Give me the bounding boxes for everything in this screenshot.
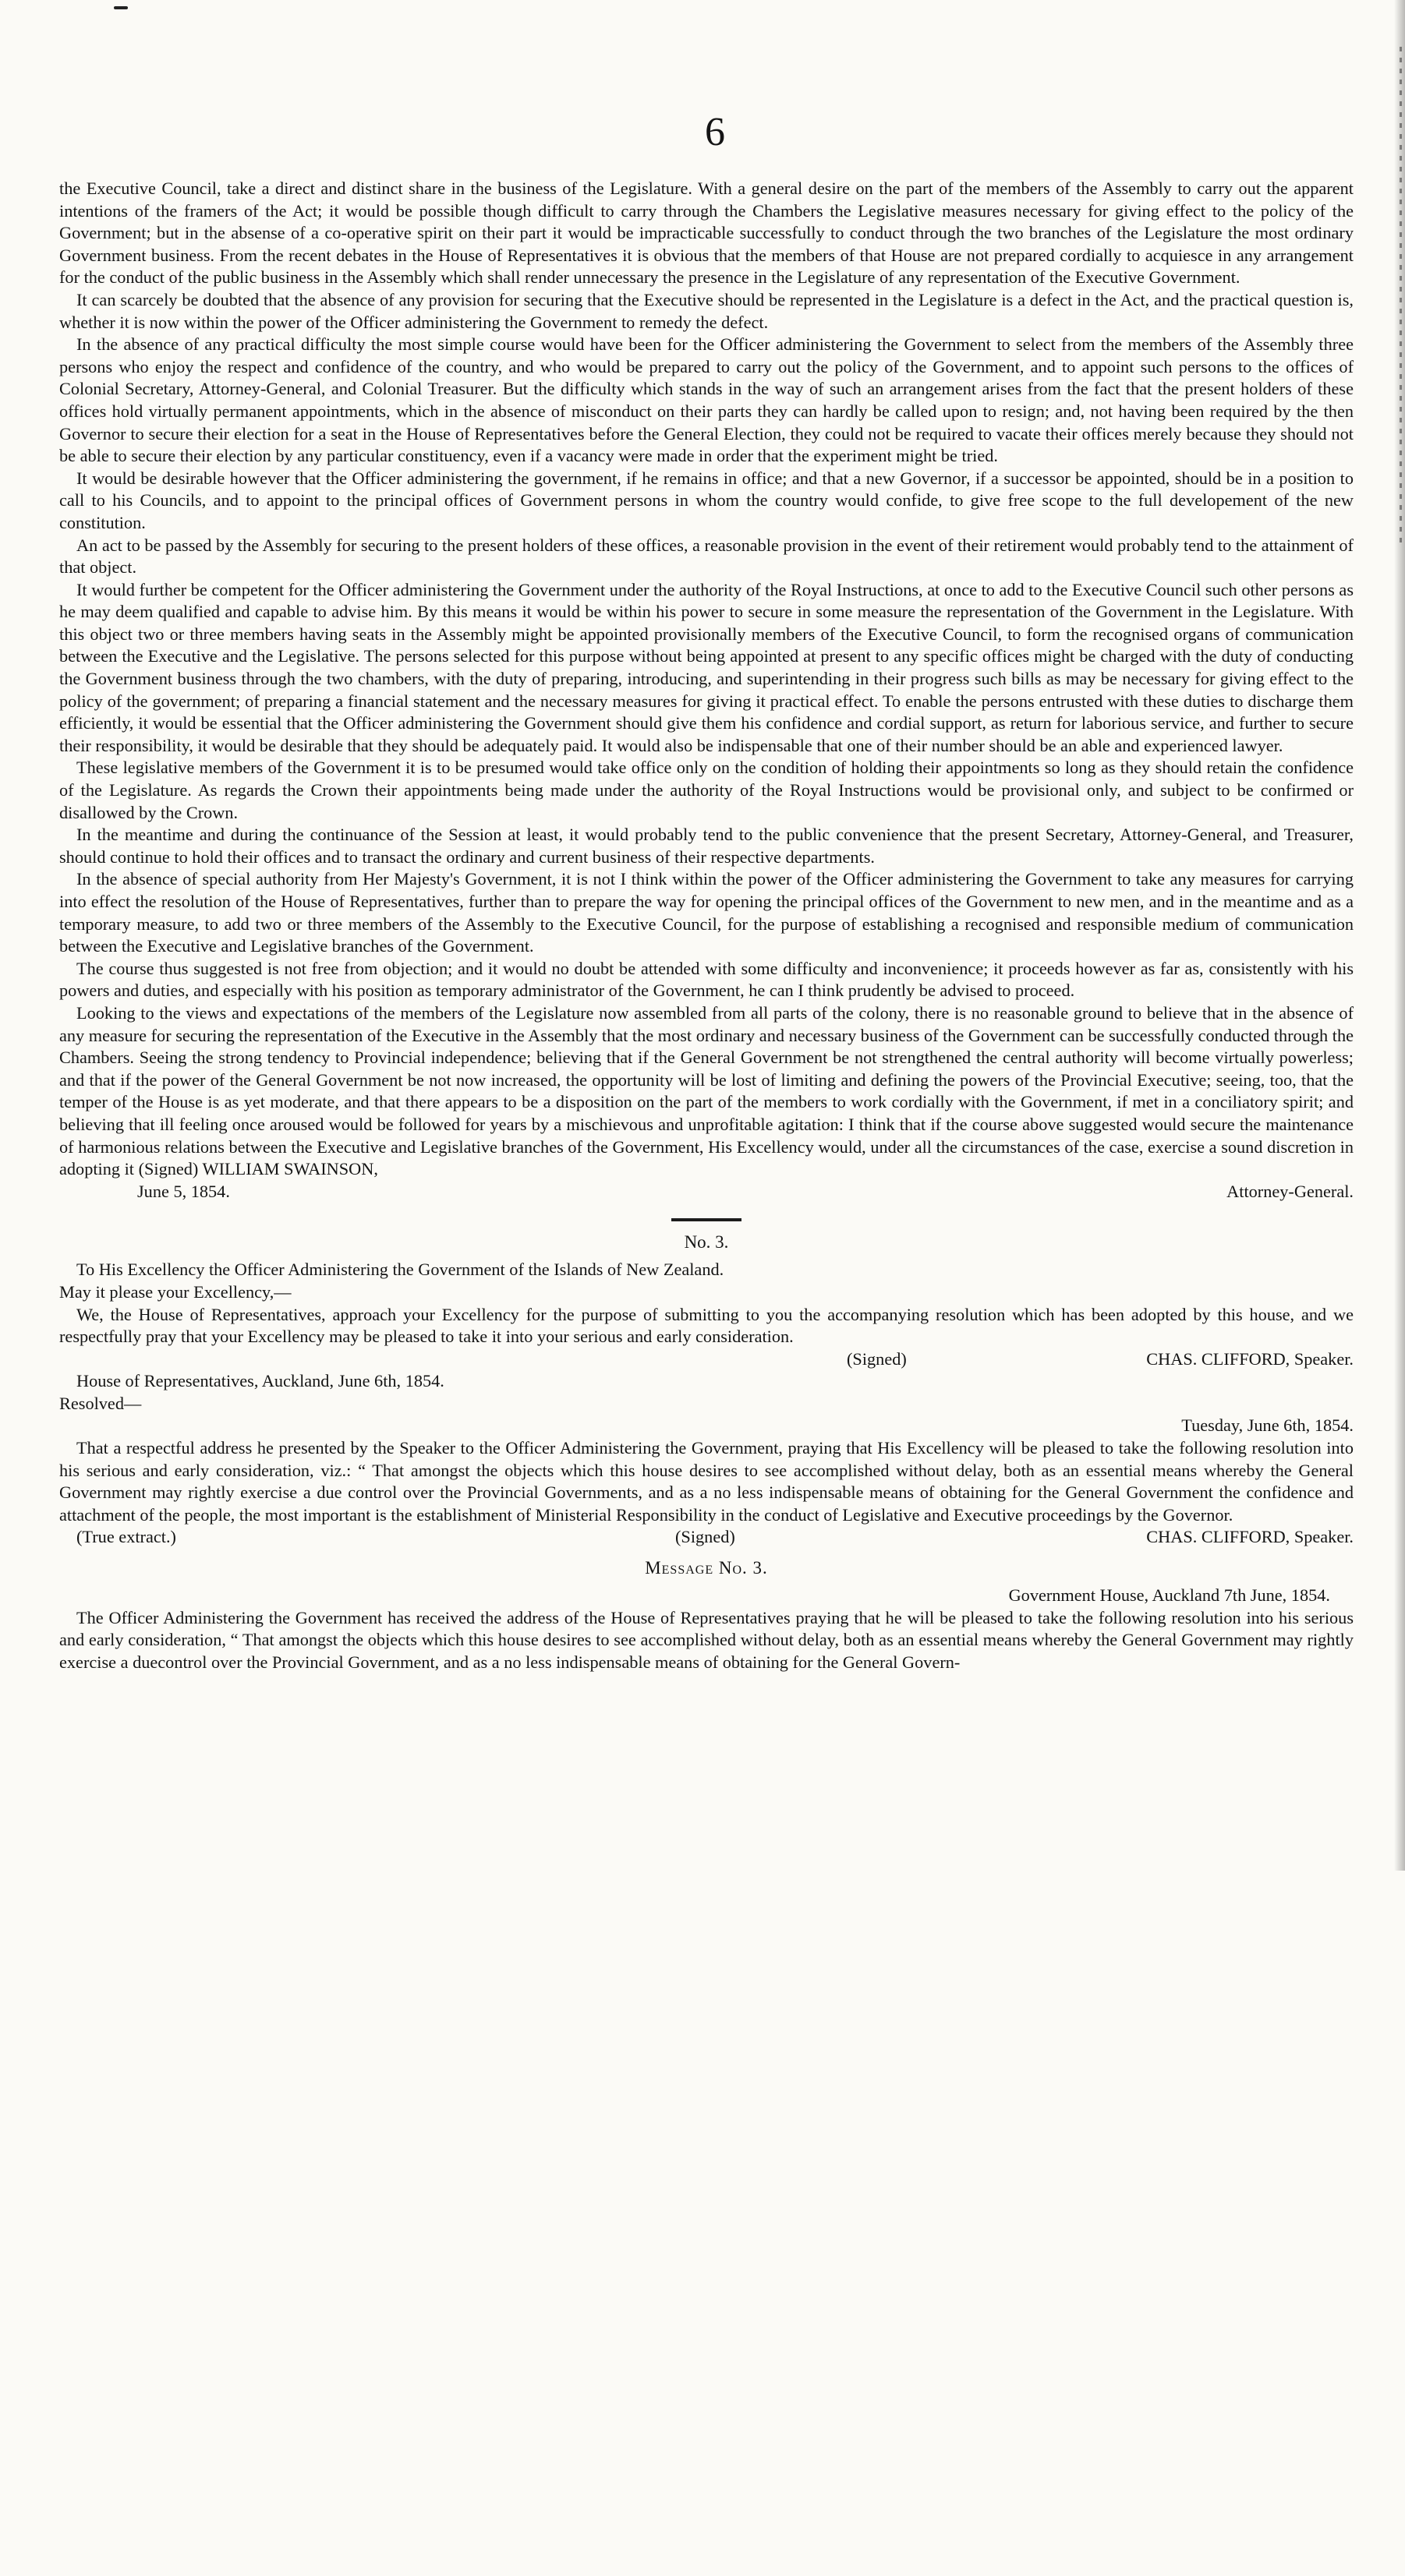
section-divider	[671, 1218, 741, 1221]
no3-speaker2: CHAS. CLIFFORD, Speaker.	[1146, 1527, 1354, 1547]
no3-resolved: Resolved—	[59, 1393, 142, 1413]
memo-date: June 5, 1854.	[137, 1181, 230, 1201]
no3-resolved-row	[59, 1393, 1354, 1415]
paragraph: It can scarcely be doubted that the absence of any provision for securing that the Executive should be represented in the Legislature is a defect in the Act, and the practical question is, whether it is now within the power of the Officer administering the Government to remedy the defect.	[59, 289, 1354, 332]
paragraph: It would be desirable however that the Officer administering the government, if he remains in office; and that a new Governor, if a successor be appointed, should be in a position to call to his Councils, and to appoint to the principal offices of Government persons in whom the country would confide, to give free scope to the full developement of the new constitution.	[59, 468, 1354, 532]
paragraph: An act to be passed by the Assembly for securing to the present holders of these offices, a reasonable provision in the event of their retirement would probably tend to the attainment of that object.	[59, 535, 1354, 578]
no3-body: We, the House of Representatives, approach your Excellency for the purpose of submitting to you the accompanying resolution which has been adopted by this house, and we respectfully pray that your Excellency may be pleased to take it into your serious and early consideration.	[59, 1304, 1354, 1347]
no3-heading: No. 3.	[684, 1232, 729, 1253]
paragraph: the Executive Council, take a direct and distinct share in the business of the Legislature. With a general desire on the part of the members of the Assembly to carry out the apparent intentions of the framers of the Act; it would be possible though difficult to carry through the Chambers the Legislative measures necessary for giving effect to the policy of the Government; but in the absense of a co-operative spirit on their part it would be impracticable successfully to conduct through the two branches of the Legislature the most ordinary Government business. From the recent debates in the House of Representatives it is obvious that the members of that House are not prepared cordially to acquiesce in any arrangement for the conduct of the public business in the Assembly which shall render unnecessary the presence in the Legislature of any representation of the Executive Government.	[59, 178, 1354, 288]
document-page	[59, 109, 1354, 1673]
page-number: 6	[705, 110, 725, 154]
no3-place-row	[59, 1370, 1354, 1393]
page-edge-binding	[1400, 47, 1402, 546]
margin-mark	[114, 6, 128, 9]
memo-signer-title: Attorney-General.	[1226, 1181, 1354, 1201]
paragraph: The course thus suggested is not free from objection; and it would no doubt be attended with some difficulty and inconvenience; it proceeds however as far as, consistently with his powers and duties, and especially with his position as temporary administrator of the Government, he can I think prudently be advised to proceed.	[59, 958, 1354, 1001]
paragraph: In the absence of any practical difficulty the most simple course would have been for the Officer administering the Government to select from the members of the Assembly three persons who enjoy the respect and confidence of the country, and who would be prepared to carry out the policy of the Government, and to appoint such persons to the offices of Colonial Secretary, Attorney-General, and Colonial Treasurer. But the difficulty which stands in the way of such an arrangement arises from the fact that the present holders of these offices hold virtually permanent appointments, which in the absence of misconduct on their parts they can hardly be called upon to resign; and, not having been required by the then Governor to secure their election for a seat in the House of Representatives before the General Election, they could not be required to vacate their offices merely because they should not be able to secure their election by any particular constituency, even if a vacancy were made in order that the experiment might be tried.	[59, 334, 1354, 466]
no3-signature-row	[59, 1348, 1354, 1371]
no3-place-date: House of Representatives, Auckland, June 6th, 1854.	[76, 1371, 444, 1391]
no3-address: To His Excellency the Officer Administering the Government of the Islands of New Zealand.	[76, 1260, 724, 1280]
no3-resolution: That a respectful address he presented by the Speaker to the Officer Administering the Government, praying that His Excellency will be pleased to take the following resolution into his serious and early consideration, viz.: “ That amongst the objects which this house desires to see accomplished without delay, both as an essential means whereby the General Government may rightly exercise a due control over the Provincial Governments, and as a no less indispensable means of obtaining for the General Government the confidence and attachment of the people, the most important is the establishment of Ministerial Responsibility in the conduct of Legislative and Executive proceedings by the Governor.	[59, 1438, 1354, 1525]
message3-place-date: Government House, Auckland 7th June, 1854.	[1008, 1585, 1330, 1606]
message3-body: The Officer Administering the Government has received the address of the House of Representatives praying that he will be pleased to take the following resolution into his serious and early consideration, “ That amongst the objects which this house desires to see accomplished without delay, both as an essential means whereby the General Government may rightly exercise a duecontrol over the Provincial Government, and as a no less indispensable means of obtaining for the General Govern-	[59, 1607, 1354, 1672]
message3-heading: Message No. 3.	[645, 1558, 768, 1578]
memo-body	[59, 178, 1354, 1181]
no3-signed2: (Signed)	[675, 1527, 735, 1547]
no3-date: Tuesday, June 6th, 1854.	[1181, 1415, 1354, 1436]
no3-salutation: May it please your Excellency,—	[59, 1281, 292, 1302]
no3-speaker: CHAS. CLIFFORD, Speaker.	[1146, 1348, 1354, 1369]
message3-place-row	[59, 1585, 1354, 1607]
message3-section	[59, 1555, 1354, 1673]
no3-true-extract: (True extract.)	[76, 1527, 176, 1547]
paragraph: In the meantime and during the continuance of the Session at least, it would probably tend to the public convenience that the present Secretary, Attorney-General, and Treasurer, should continue to hold their offices and to transact the ordinary and current business of their respective departments.	[59, 825, 1354, 867]
no3-date-row	[59, 1415, 1354, 1437]
paragraph: It would further be competent for the Officer administering the Government under the authority of the Royal Instructions, at once to add to the Executive Council such other persons as he may deem qualified and capable to advise him. By this means it would be within his power to secure in some measure the representation of the Government in the Legislature. With this object two or three members having seats in the Assembly might be appointed provisionally members of the Executive Council, to form the recognised organs of communication between the Executive and the Legislative. The persons selected for this purpose without being appointed at present to any specific offices might be charged with the duty of conducting the Government business through the two chambers, with the duty of preparing, introducing, and superintending in their progress such bills as may be necessary for giving effect to the policy of the government; of preparing a financial statement and the necessary measures for giving it practical effect. To enable the persons entrusted with these duties to discharge them efficiently, it would be essential that the Officer administering the Government should give them his confidence and cordial support, as return for laborious service, and further to secure their responsibility, it would be desirable that they should be adequately paid. It would also be indispensable that one of their number should be an able and experienced lawyer.	[59, 579, 1354, 755]
no3-signed: (Signed)	[847, 1348, 907, 1369]
memo-signature-line	[59, 1181, 1354, 1203]
paragraph: Looking to the views and expectations of the members of the Legislature now assembled from all parts of the colony, there is no reasonable ground to believe that in the absence of any measure for securing the representation of the Executive in the Assembly that the most ordinary and necessary business of the Government can be successfully conducted through the Chambers. Seeing the strong tendency to Provincial independence; believing that if the General Government be not strengthened the central authority will become virtually powerless; and that if the power of the General Government be not now increased, the opportunity will be lost of limiting and defining the powers of the Provincial Executive; seeing, too, that the temper of the House is as yet moderate, and that there appears to be a disposition on the part of the members to work cordially with the Government, if met in a conciliatory spirit; and believing that ill feeling once aroused would be followed for years by a mischievous and unprofitable agitation: I think that if the course above suggested would secure the maintenance of harmonious relations between the Executive and Legislative branches of the Government, His Excellency would, under all the circumstances of the case, exercise a sound discretion in adopting it (Signed) WILLIAM SWAINSON,	[59, 1002, 1354, 1179]
paragraph: In the absence of special authority from Her Majesty's Government, it is not I think within the power of the Officer administering the Government to take any measures for carrying into effect the resolution of the House of Representatives, further than to prepare the way for opening the principal offices of the Government to new men, and in the meantime and as a temporary measure, to add two or three members of the Assembly to the Executive Council, for the purpose of establishing a recognised and responsible medium of communication between the Executive and Legislative branches of the Government.	[59, 869, 1354, 956]
paragraph: These legislative members of the Government it is to be presumed would take office only on the condition of holding their appointments so long as they should retain the confidence of the Legislature. As regards the Crown their appointments being made under the authority of the Royal Instructions would be provisional only, and subject to be confirmed or disallowed by the Crown.	[59, 758, 1354, 822]
no3-section	[59, 1229, 1354, 1549]
no3-extract-row	[59, 1526, 1354, 1549]
